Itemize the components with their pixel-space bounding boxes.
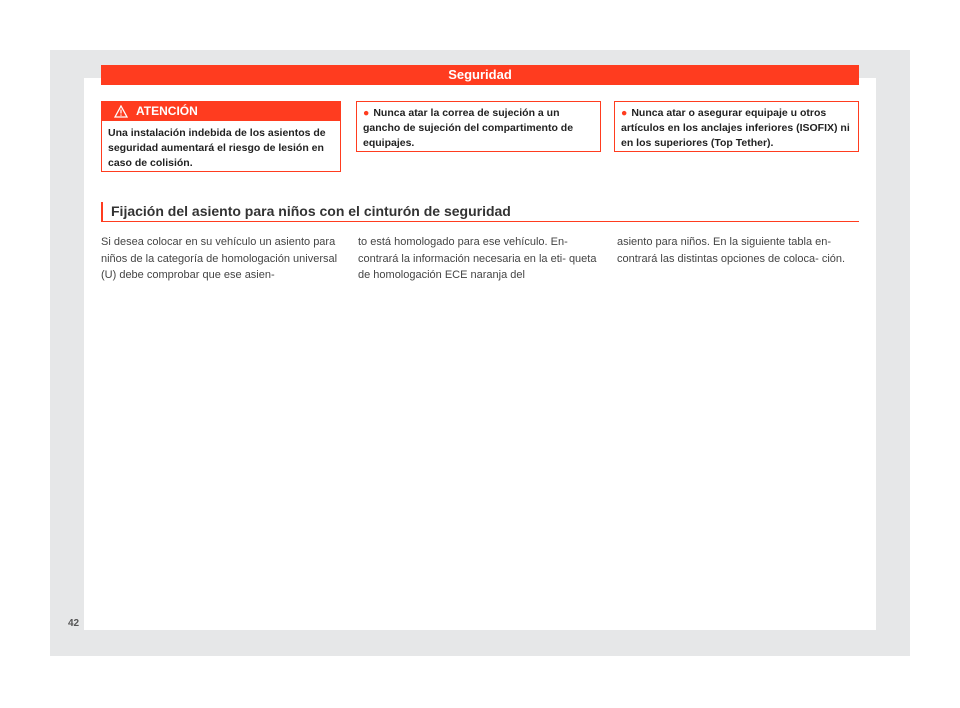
warning-box xyxy=(101,101,341,172)
warning-triangle-icon xyxy=(114,105,128,118)
bullet-item xyxy=(357,102,600,151)
bullet-text: Nunca atar la correa de sujeción a un gancho de sujeción del compartimento de equipajes. xyxy=(363,107,574,149)
chapter-header: Seguridad xyxy=(101,65,859,85)
warning-title: ATENCIÓN xyxy=(136,104,198,118)
page-number: 42 xyxy=(68,618,80,629)
bullet-box-1 xyxy=(356,101,601,152)
bullet-item xyxy=(615,102,858,151)
body-column-1: Si desea colocar en su vehículo un asiento para niños de la categoría de homologación universal (U) debe comprobar que ese asien- xyxy=(101,236,338,281)
warning-text: Una instalación indebida de los asientos de seguridad aumentará el riesgo de lesión en caso de colisión. xyxy=(108,127,326,169)
bullet-box-2 xyxy=(614,101,859,152)
warning-title-bar xyxy=(102,102,340,121)
bullet-text: Nunca atar o asegurar equipaje u otros artículos en los anclajes inferiores (ISOFIX) ni en los superiores (Top Tether). xyxy=(621,107,850,149)
body-column-3: asiento para niños. En la siguiente tabla en- contrará las distintas opciones de coloca- ción. xyxy=(617,236,846,265)
bullet-dot-icon: ● xyxy=(363,107,370,119)
body-column-2: to está homologado para ese vehículo. En- contrará la información necesaria en la eti- queta de homologación ECE naranja del xyxy=(358,236,597,281)
bullet-dot-icon: ● xyxy=(621,107,628,119)
section-title: Fijación del asiento para niños con el cinturón de seguridad xyxy=(101,202,859,222)
